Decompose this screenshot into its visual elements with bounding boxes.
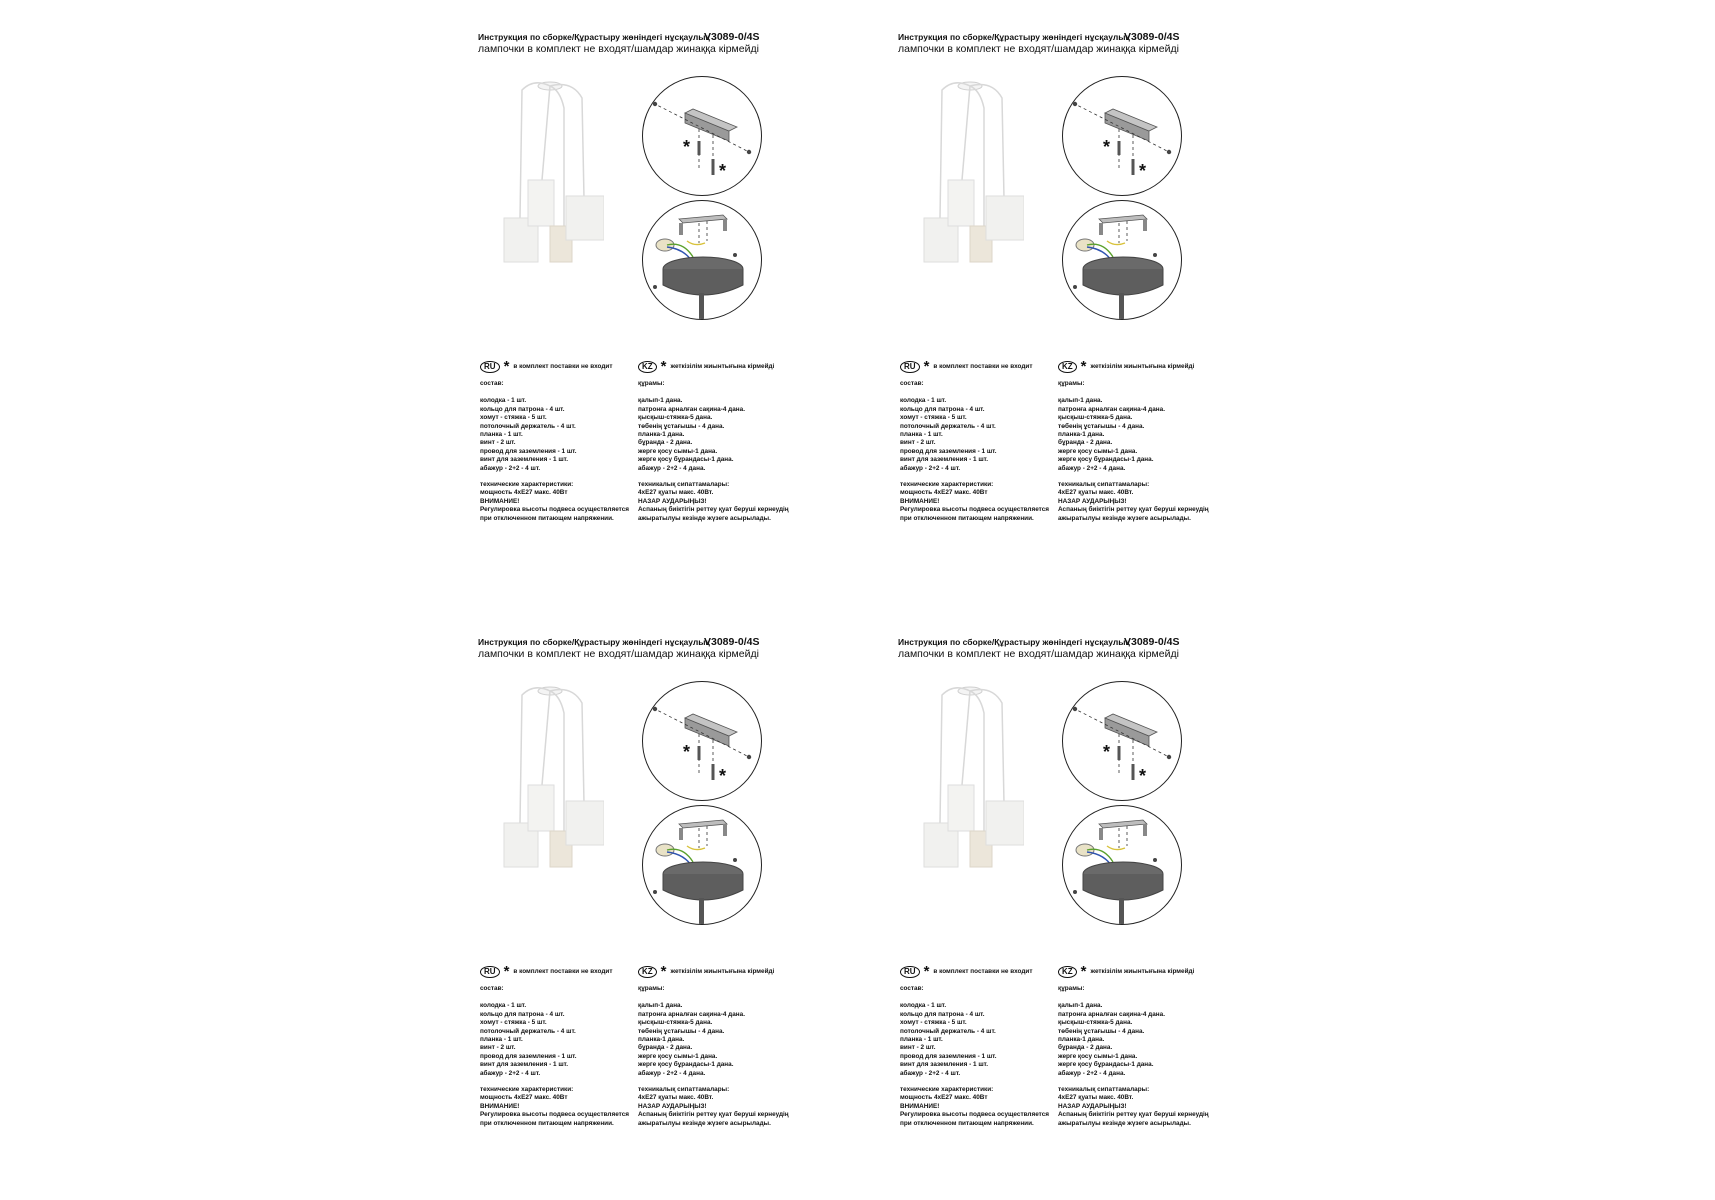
kz-specs-title: техникалық сипаттамалары: (1058, 1086, 1150, 1094)
list-item: бұранда - 2 дана. (638, 1044, 693, 1052)
svg-text:*: * (719, 766, 727, 786)
list-item: планка - 1 шт. (480, 431, 523, 439)
ru-not-included-note: в комплект поставки не входит (933, 362, 1033, 370)
ru-warning-text: при отключенном питающем напряжении. (900, 1119, 1034, 1127)
kz-warning-text: ажыратылуы кезінде жүзеге асырылады. (1058, 1119, 1191, 1127)
kz-language-badge: KZ (1058, 966, 1077, 978)
kz-specs-title: техникалық сипаттамалары: (638, 1086, 730, 1094)
list-item: планка - 1 шт. (480, 1036, 523, 1044)
list-item: жерге қосу бұрандасы-1 дана. (638, 456, 734, 464)
ru-not-included-note: в комплект поставки не входит (933, 967, 1033, 975)
ru-warning-text: Регулировка высоты подвеса осуществляется (480, 1111, 630, 1119)
wiring-assembly-diagram (1062, 200, 1182, 320)
kz-not-included-note: жеткізілім жиынтығына кірмейді (1090, 967, 1195, 975)
kz-not-included-note: жеткізілім жиынтығына кірмейді (670, 967, 775, 975)
mounting-bracket-diagram (1062, 76, 1182, 196)
kz-language-badge: KZ (1058, 361, 1077, 373)
kz-language-badge: KZ (638, 361, 657, 373)
list-item: абажур - 2+2 - 4 шт. (480, 1069, 541, 1077)
list-item: провод для заземления - 1 шт. (900, 447, 997, 455)
list-item: жерге қосу бұрандасы-1 дана. (1058, 1061, 1154, 1069)
ru-warning-title: ВНИМАНИЕ! (900, 497, 940, 505)
ru-parts-list (900, 397, 1070, 473)
instruction-panel (478, 32, 858, 592)
list-item: хомут - стяжка - 5 шт. (900, 414, 967, 422)
kz-power-spec: 4хЕ27 қуаты макс. 40Вт. (1058, 1094, 1134, 1102)
not-included-asterisk: * (660, 963, 667, 980)
kz-warning-text: ажыратылуы кезінде жүзеге асырылады. (1058, 514, 1191, 522)
kz-power-spec: 4хЕ27 қуаты макс. 40Вт. (638, 1094, 714, 1102)
kz-section (638, 965, 863, 1128)
list-item: төбенің ұстағышы - 4 дана. (1058, 1027, 1145, 1035)
ru-parts-list (900, 1002, 1070, 1078)
list-item: планка - 1 шт. (900, 431, 943, 439)
kz-warning-title: НАЗАР АУДАРЫҢЫЗ! (638, 497, 707, 505)
list-item: винт для заземления - 1 шт. (900, 1061, 988, 1069)
list-item: планка-1 дана. (638, 431, 685, 439)
ru-section (900, 360, 1070, 523)
ru-language-badge: RU (900, 361, 920, 373)
kz-composition-title: құрамы: (638, 985, 665, 992)
list-item: планка-1 дана. (1058, 431, 1105, 439)
ru-not-included-note: в комплект поставки не входит (513, 967, 613, 975)
pendant-lamp-illustration (914, 673, 1024, 903)
kz-warning-title: НАЗАР АУДАРЫҢЫЗ! (1058, 497, 1127, 505)
ru-warning-title: ВНИМАНИЕ! (480, 1102, 520, 1110)
list-item: колодка - 1 шт. (480, 397, 527, 405)
ru-power-spec: мощность 4хЕ27 макс. 40Вт (480, 1094, 568, 1102)
list-item: винт для заземления - 1 шт. (900, 456, 988, 464)
ru-language-badge: RU (480, 966, 500, 978)
not-included-asterisk: * (1080, 358, 1087, 375)
not-included-asterisk: * (1080, 963, 1087, 980)
model-number: V3089-0/4S (1124, 31, 1180, 43)
list-item: төбенің ұстағышы - 4 дана. (638, 1027, 725, 1035)
list-item: қысқыш-стяжка-5 дана. (1058, 414, 1133, 422)
list-item: қалып-1 дана. (638, 1002, 683, 1010)
ru-composition-title: состав: (900, 985, 924, 992)
list-item: провод для заземления - 1 шт. (900, 1052, 997, 1060)
kz-warning-text: Аспаның биіктігін реттеу қуат беруші кернеудің (1058, 506, 1209, 514)
mounting-bracket-diagram (642, 76, 762, 196)
ru-warning-text: при отключенном питающем напряжении. (900, 514, 1034, 522)
list-item: абажур - 2+2 - 4 шт. (900, 464, 961, 472)
list-item: абажур - 2+2 - 4 дана. (1058, 464, 1126, 472)
not-included-asterisk: * (923, 358, 930, 375)
ru-language-badge: RU (480, 361, 500, 373)
wiring-assembly-diagram (642, 805, 762, 925)
ru-language-badge: RU (900, 966, 920, 978)
kz-language-badge: KZ (638, 966, 657, 978)
svg-text:*: * (719, 161, 727, 181)
list-item: потолочный держатель - 4 шт. (900, 422, 996, 430)
ru-specs-title: технические характеристики: (900, 481, 994, 489)
list-item: бұранда - 2 дана. (1058, 1044, 1113, 1052)
ru-composition-title: состав: (900, 380, 924, 387)
kz-parts-list (1058, 1002, 1283, 1078)
ru-section (900, 965, 1070, 1128)
svg-text:*: * (1139, 161, 1147, 181)
ru-composition-title: состав: (480, 380, 504, 387)
instruction-title-row (898, 636, 1180, 648)
svg-text:*: * (683, 137, 691, 157)
list-item: қалып-1 дана. (638, 397, 683, 405)
kz-not-included-note: жеткізілім жиынтығына кірмейді (1090, 362, 1195, 370)
list-item: винт для заземления - 1 шт. (480, 456, 568, 464)
list-item: планка - 1 шт. (900, 1036, 943, 1044)
list-item: винт - 2 шт. (900, 439, 936, 447)
instruction-title: Инструкция по сборке/Құрастыру жөніндегі нұсқаулық (478, 32, 710, 42)
list-item: хомут - стяжка - 5 шт. (480, 414, 547, 422)
not-included-asterisk: * (923, 963, 930, 980)
kz-warning-text: ажыратылуы кезінде жүзеге асырылады. (638, 1119, 771, 1127)
instruction-panel (898, 32, 1278, 592)
instruction-title-row (478, 31, 760, 43)
kz-composition-title: құрамы: (638, 380, 665, 387)
list-item: потолочный держатель - 4 шт. (480, 1027, 576, 1035)
svg-text:*: * (683, 742, 691, 762)
list-item: хомут - стяжка - 5 шт. (900, 1019, 967, 1027)
kz-warning-text: Аспаның биіктігін реттеу қуат беруші кернеудің (1058, 1111, 1209, 1119)
ru-power-spec: мощность 4хЕ27 макс. 40Вт (480, 489, 568, 497)
list-item: абажур - 2+2 - 4 шт. (480, 464, 541, 472)
list-item: төбенің ұстағышы - 4 дана. (638, 422, 725, 430)
ru-specs-title: технические характеристики: (480, 481, 574, 489)
list-item: кольцо для патрона - 4 шт. (480, 1010, 565, 1018)
ru-parts-list (480, 397, 650, 473)
kz-parts-list (1058, 397, 1283, 473)
ru-specs-title: технические характеристики: (900, 1086, 994, 1094)
list-item: бұранда - 2 дана. (638, 439, 693, 447)
list-item: планка-1 дана. (1058, 1036, 1105, 1044)
ru-section (480, 360, 650, 523)
pendant-lamp-illustration (914, 68, 1024, 298)
ru-warning-text: при отключенном питающем напряжении. (480, 514, 614, 522)
ru-specs-title: технические характеристики: (480, 1086, 574, 1094)
ru-power-spec: мощность 4хЕ27 макс. 40Вт (900, 1094, 988, 1102)
list-item: абажур - 2+2 - 4 дана. (1058, 1069, 1126, 1077)
model-number: V3089-0/4S (1124, 636, 1180, 648)
list-item: колодка - 1 шт. (480, 1002, 527, 1010)
kz-composition-title: құрамы: (1058, 985, 1085, 992)
instruction-panel (898, 637, 1278, 1197)
instruction-title: Инструкция по сборке/Құрастыру жөніндегі нұсқаулық (898, 637, 1130, 647)
mounting-bracket-diagram (1062, 681, 1182, 801)
list-item: жерге қосу сымы-1 дана. (638, 447, 718, 455)
mounting-bracket-diagram (642, 681, 762, 801)
list-item: провод для заземления - 1 шт. (480, 447, 577, 455)
wiring-assembly-diagram (642, 200, 762, 320)
list-item: колодка - 1 шт. (900, 397, 947, 405)
ru-warning-text: Регулировка высоты подвеса осуществляется (900, 506, 1050, 514)
kz-specs-title: техникалық сипаттамалары: (638, 481, 730, 489)
ru-warning-title: ВНИМАНИЕ! (900, 1102, 940, 1110)
wiring-assembly-diagram (1062, 805, 1182, 925)
kz-power-spec: 4хЕ27 қуаты макс. 40Вт. (1058, 489, 1134, 497)
ru-parts-list (480, 1002, 650, 1078)
kz-section (1058, 360, 1283, 523)
list-item: хомут - стяжка - 5 шт. (480, 1019, 547, 1027)
list-item: кольцо для патрона - 4 шт. (900, 405, 985, 413)
list-item: кольцо для патрона - 4 шт. (480, 405, 565, 413)
kz-warning-title: НАЗАР АУДАРЫҢЫЗ! (1058, 1102, 1127, 1110)
ru-power-spec: мощность 4хЕ27 макс. 40Вт (900, 489, 988, 497)
list-item: патронға арналған сақина-4 дана. (1058, 405, 1165, 413)
list-item: жерге қосу сымы-1 дана. (638, 1052, 718, 1060)
kz-parts-list (638, 1002, 863, 1078)
list-item: винт - 2 шт. (900, 1044, 936, 1052)
list-item: колодка - 1 шт. (900, 1002, 947, 1010)
list-item: жерге қосу бұрандасы-1 дана. (638, 1061, 734, 1069)
not-included-asterisk: * (503, 963, 510, 980)
not-included-asterisk: * (660, 358, 667, 375)
list-item: планка-1 дана. (638, 1036, 685, 1044)
svg-text:*: * (1139, 766, 1147, 786)
kz-warning-text: ажыратылуы кезінде жүзеге асырылады. (638, 514, 771, 522)
list-item: қысқыш-стяжка-5 дана. (638, 1019, 713, 1027)
list-item: қысқыш-стяжка-5 дана. (1058, 1019, 1133, 1027)
instruction-title: Инструкция по сборке/Құрастыру жөніндегі нұсқаулық (898, 32, 1130, 42)
kz-warning-text: Аспаның биіктігін реттеу қуат беруші кернеудің (638, 1111, 789, 1119)
model-number: V3089-0/4S (704, 31, 760, 43)
bulbs-not-included-note: лампочки в комплект не входят/шамдар жинаққа кірмейді (478, 43, 759, 55)
bulbs-not-included-note: лампочки в комплект не входят/шамдар жинаққа кірмейді (898, 43, 1179, 55)
list-item: провод для заземления - 1 шт. (480, 1052, 577, 1060)
list-item: қалып-1 дана. (1058, 397, 1103, 405)
list-item: винт - 2 шт. (480, 1044, 516, 1052)
kz-warning-text: Аспаның биіктігін реттеу қуат беруші кернеудің (638, 506, 789, 514)
pendant-lamp-illustration (494, 68, 604, 298)
ru-warning-text: при отключенном питающем напряжении. (480, 1119, 614, 1127)
kz-composition-title: құрамы: (1058, 380, 1085, 387)
not-included-asterisk: * (503, 358, 510, 375)
kz-specs-title: техникалық сипаттамалары: (1058, 481, 1150, 489)
kz-power-spec: 4хЕ27 қуаты макс. 40Вт. (638, 489, 714, 497)
svg-text:*: * (1103, 742, 1111, 762)
ru-warning-text: Регулировка высоты подвеса осуществляется (900, 1111, 1050, 1119)
ru-warning-title: ВНИМАНИЕ! (480, 497, 520, 505)
kz-section (638, 360, 863, 523)
list-item: патронға арналған сақина-4 дана. (1058, 1010, 1165, 1018)
list-item: винт - 2 шт. (480, 439, 516, 447)
list-item: жерге қосу бұрандасы-1 дана. (1058, 456, 1154, 464)
list-item: жерге қосу сымы-1 дана. (1058, 447, 1138, 455)
kz-not-included-note: жеткізілім жиынтығына кірмейді (670, 362, 775, 370)
list-item: төбенің ұстағышы - 4 дана. (1058, 422, 1145, 430)
model-number: V3089-0/4S (704, 636, 760, 648)
ru-section (480, 965, 650, 1128)
kz-section (1058, 965, 1283, 1128)
ru-composition-title: состав: (480, 985, 504, 992)
instruction-panel (478, 637, 858, 1197)
list-item: жерге қосу сымы-1 дана. (1058, 1052, 1138, 1060)
instruction-title: Инструкция по сборке/Құрастыру жөніндегі нұсқаулық (478, 637, 710, 647)
list-item: патронға арналған сақина-4 дана. (638, 1010, 745, 1018)
list-item: потолочный держатель - 4 шт. (480, 422, 576, 430)
bulbs-not-included-note: лампочки в комплект не входят/шамдар жинаққа кірмейді (898, 648, 1179, 660)
instruction-title-row (898, 31, 1180, 43)
list-item: кольцо для патрона - 4 шт. (900, 1010, 985, 1018)
list-item: қалып-1 дана. (1058, 1002, 1103, 1010)
kz-parts-list (638, 397, 863, 473)
svg-text:*: * (1103, 137, 1111, 157)
list-item: винт для заземления - 1 шт. (480, 1061, 568, 1069)
ru-not-included-note: в комплект поставки не входит (513, 362, 613, 370)
list-item: бұранда - 2 дана. (1058, 439, 1113, 447)
ru-warning-text: Регулировка высоты подвеса осуществляется (480, 506, 630, 514)
list-item: қысқыш-стяжка-5 дана. (638, 414, 713, 422)
list-item: абажур - 2+2 - 4 шт. (900, 1069, 961, 1077)
list-item: потолочный держатель - 4 шт. (900, 1027, 996, 1035)
instruction-title-row (478, 636, 760, 648)
pendant-lamp-illustration (494, 673, 604, 903)
list-item: абажур - 2+2 - 4 дана. (638, 1069, 706, 1077)
list-item: абажур - 2+2 - 4 дана. (638, 464, 706, 472)
bulbs-not-included-note: лампочки в комплект не входят/шамдар жинаққа кірмейді (478, 648, 759, 660)
list-item: патронға арналған сақина-4 дана. (638, 405, 745, 413)
kz-warning-title: НАЗАР АУДАРЫҢЫЗ! (638, 1102, 707, 1110)
